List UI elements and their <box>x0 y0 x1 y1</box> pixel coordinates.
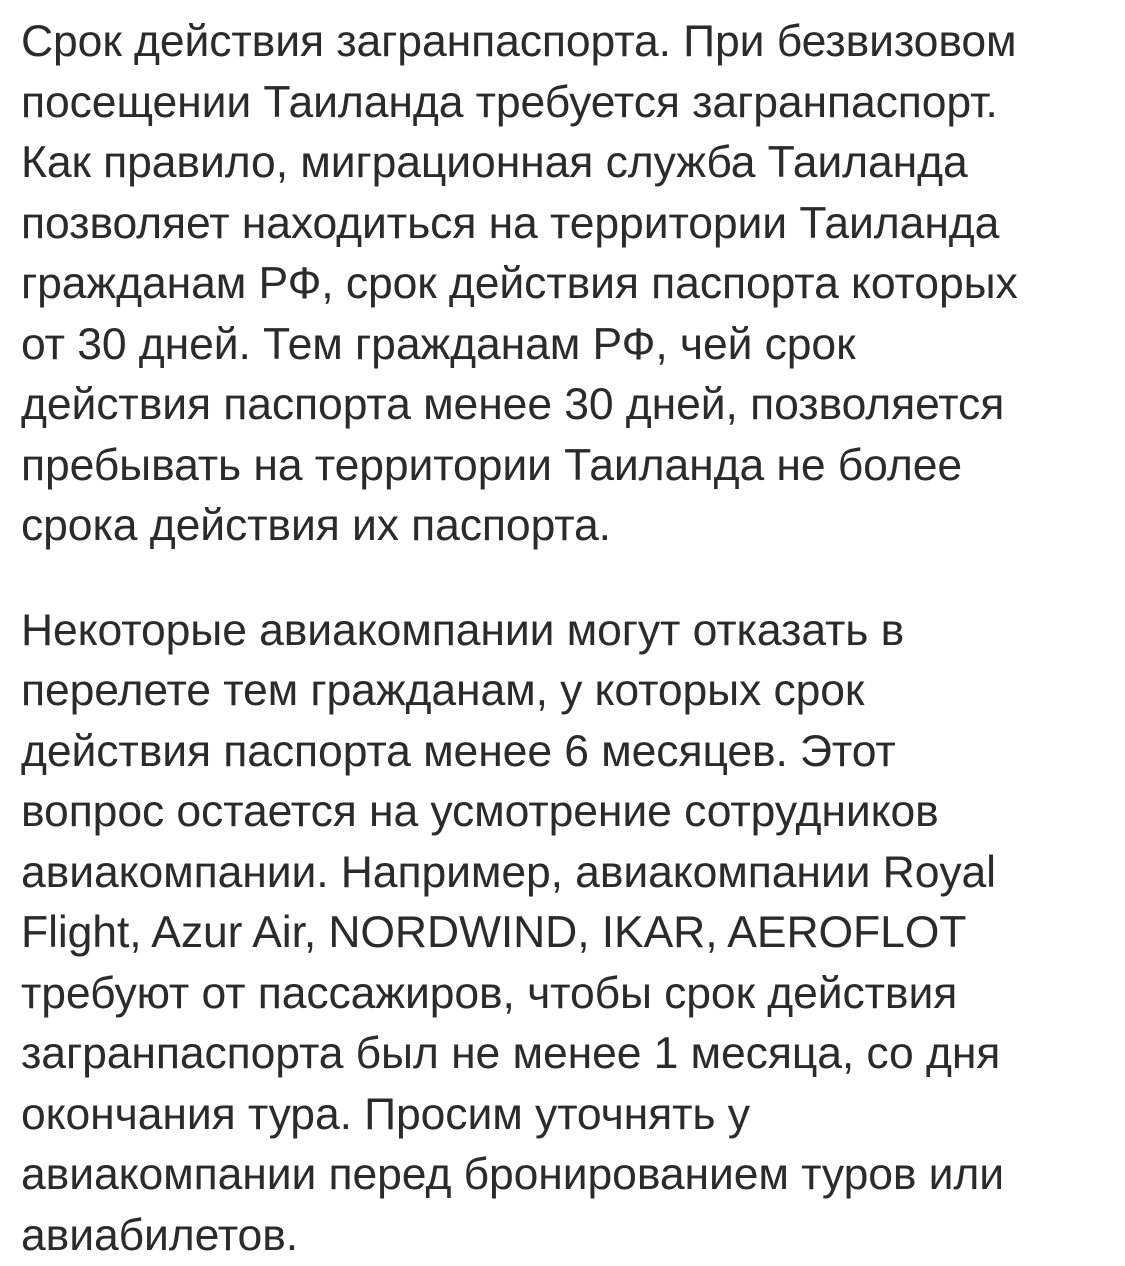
text-line: действия паспорта менее 6 месяцев. Этот <box>21 722 1111 783</box>
text-line: от 30 дней. Тем гражданам РФ, чей срок <box>21 315 1111 376</box>
text-line: пребывать на территории Таиланда не более <box>21 436 1111 497</box>
text-line: окончания тура. Просим уточнять у <box>21 1085 1111 1146</box>
text-line: перелете тем гражданам, у которых срок <box>21 661 1111 722</box>
text-line: Flight, Azur Air, NORDWIND, IKAR, AEROFLOT <box>21 903 1111 964</box>
text-line: позволяет находиться на территории Таиланда <box>21 194 1111 255</box>
paragraph-spacer <box>21 557 1111 601</box>
text-line: действия паспорта менее 30 дней, позволяется <box>21 375 1111 436</box>
text-line: загранпаспорта был не менее 1 месяца, со дня <box>21 1024 1111 1085</box>
text-line: авиакомпании перед бронированием туров или <box>21 1145 1111 1206</box>
text-line: авиакомпании. Например, авиакомпании Royal <box>21 843 1111 904</box>
text-line: срока действия их паспорта. <box>21 496 1111 557</box>
paragraph-airline-requirements <box>21 601 1111 1266</box>
text-line: требуют от пассажиров, чтобы срок действия <box>21 964 1111 1025</box>
text-line: Срок действия загранпаспорта. При безвизовом <box>21 12 1111 73</box>
article-text <box>21 12 1111 1266</box>
text-line: посещении Таиланда требуется загранпаспорт. <box>21 73 1111 134</box>
text-line: Некоторые авиакомпании могут отказать в <box>21 601 1111 662</box>
text-line: гражданам РФ, срок действия паспорта которых <box>21 254 1111 315</box>
text-line: вопрос остается на усмотрение сотрудников <box>21 782 1111 843</box>
text-line: Как правило, миграционная служба Таиланда <box>21 133 1111 194</box>
text-line: авиабилетов. <box>21 1206 1111 1266</box>
paragraph-passport-validity <box>21 12 1111 557</box>
